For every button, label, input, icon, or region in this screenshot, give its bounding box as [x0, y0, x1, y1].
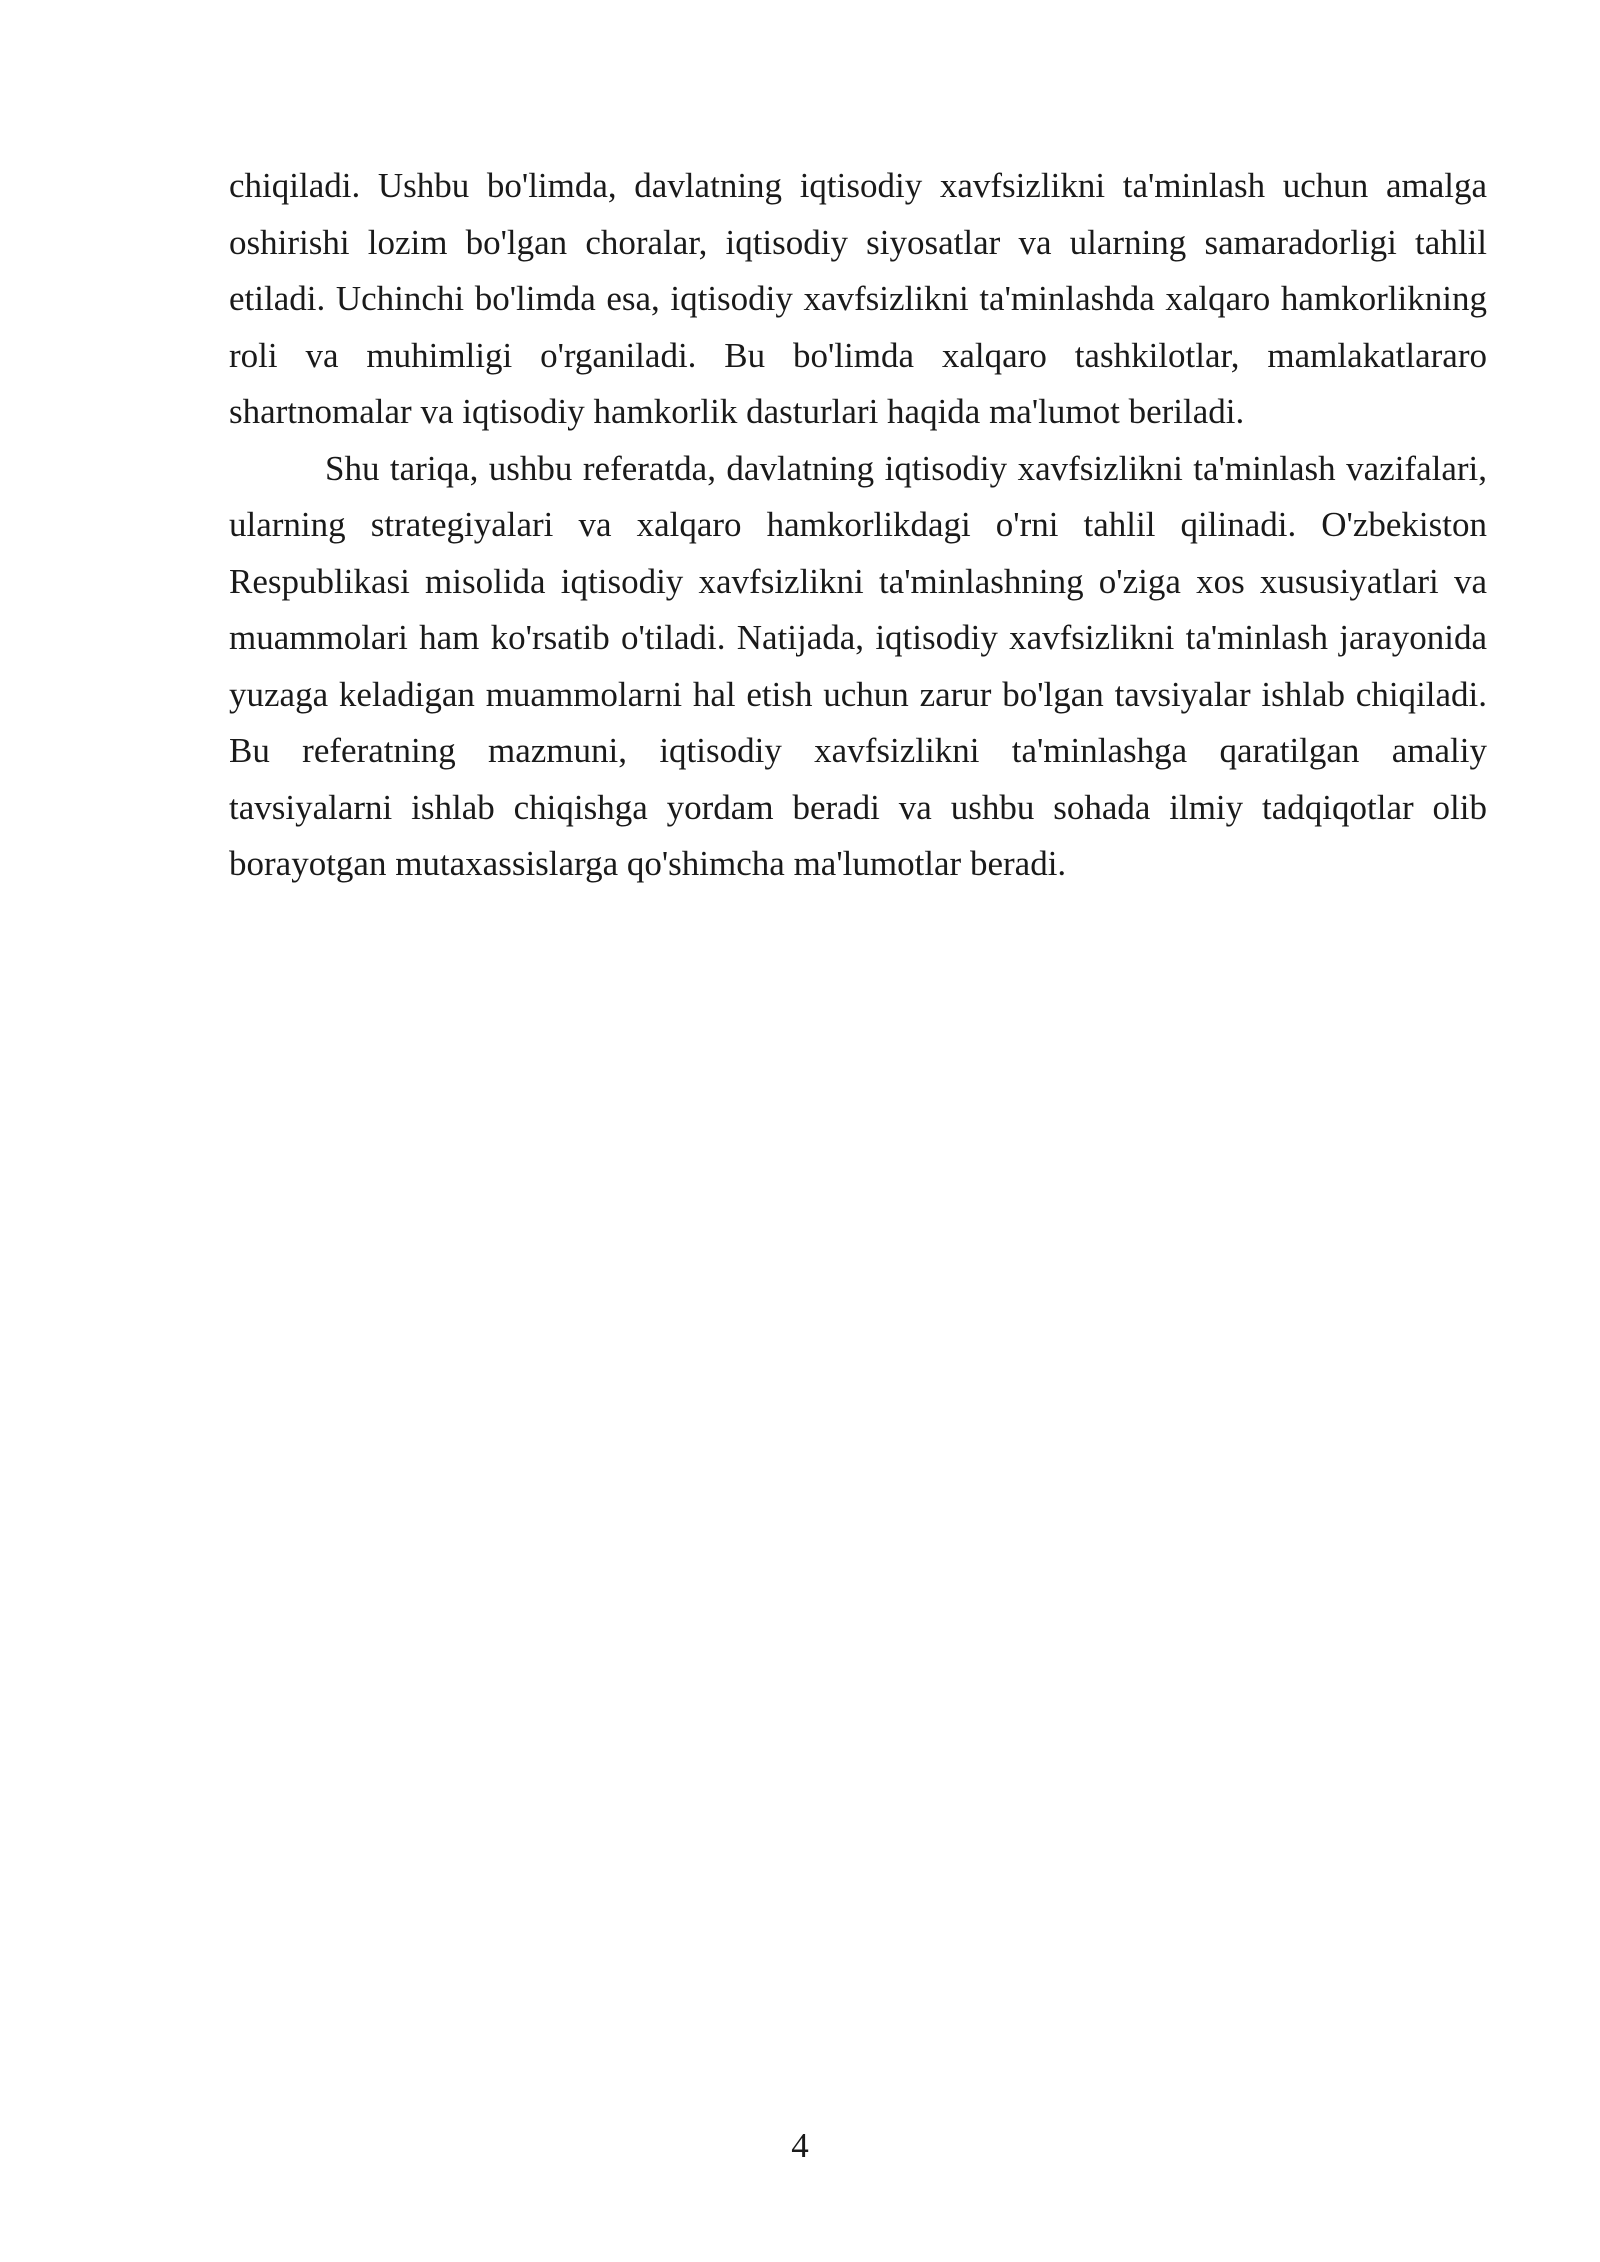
paragraph-summary: Shu tariqa, ushbu referatda, davlatning iqtisodiy xavfsizlikni ta'minlash vazifalari, ularning strategiyalari va xalqaro hamkorlikdagi o'rni tahlil qilinadi. O'zbekiston Respublikasi misolida iqtisodiy xavfsizlikni ta'minlashning o'ziga xos xususiyatlari va muammolari ham ko'rsatib o'tiladi. Natijada, iqtisodiy xavfsizlikni ta'minlash jarayonida yuzaga keladigan muammolarni hal etish uchun zarur bo'lgan tavsiyalar ishlab chiqiladi. Bu referatning mazmuni, iqtisodiy xavfsizlikni ta'minlashga qaratilgan amaliy tavsiyalarni ishlab chiqishga yordam beradi va ushbu sohada ilmiy tadqiqotlar olib borayotgan mutaxassislarga qo'shimcha ma'lumotlar beradi. [229, 448, 1487, 883]
document-body [229, 158, 1487, 893]
paragraph-continuation: chiqiladi. Ushbu bo'limda, davlatning iqtisodiy xavfsizlikni ta'minlash uchun amalga oshirishi lozim bo'lgan choralar, iqtisodiy siyosatlar va ularning samaradorligi tahlil etiladi. Uchinchi bo'limda esa, iqtisodiy xavfsizlikni ta'minlashda xalqaro hamkorlikning roli va muhimligi o'rganiladi. Bu bo'limda xalqaro tashkilotlar, mamlakatlararo shartnomalar va iqtisodiy hamkorlik dasturlari haqida ma'lumot beriladi. [229, 166, 1487, 431]
page-number: 4 [791, 2126, 809, 2165]
